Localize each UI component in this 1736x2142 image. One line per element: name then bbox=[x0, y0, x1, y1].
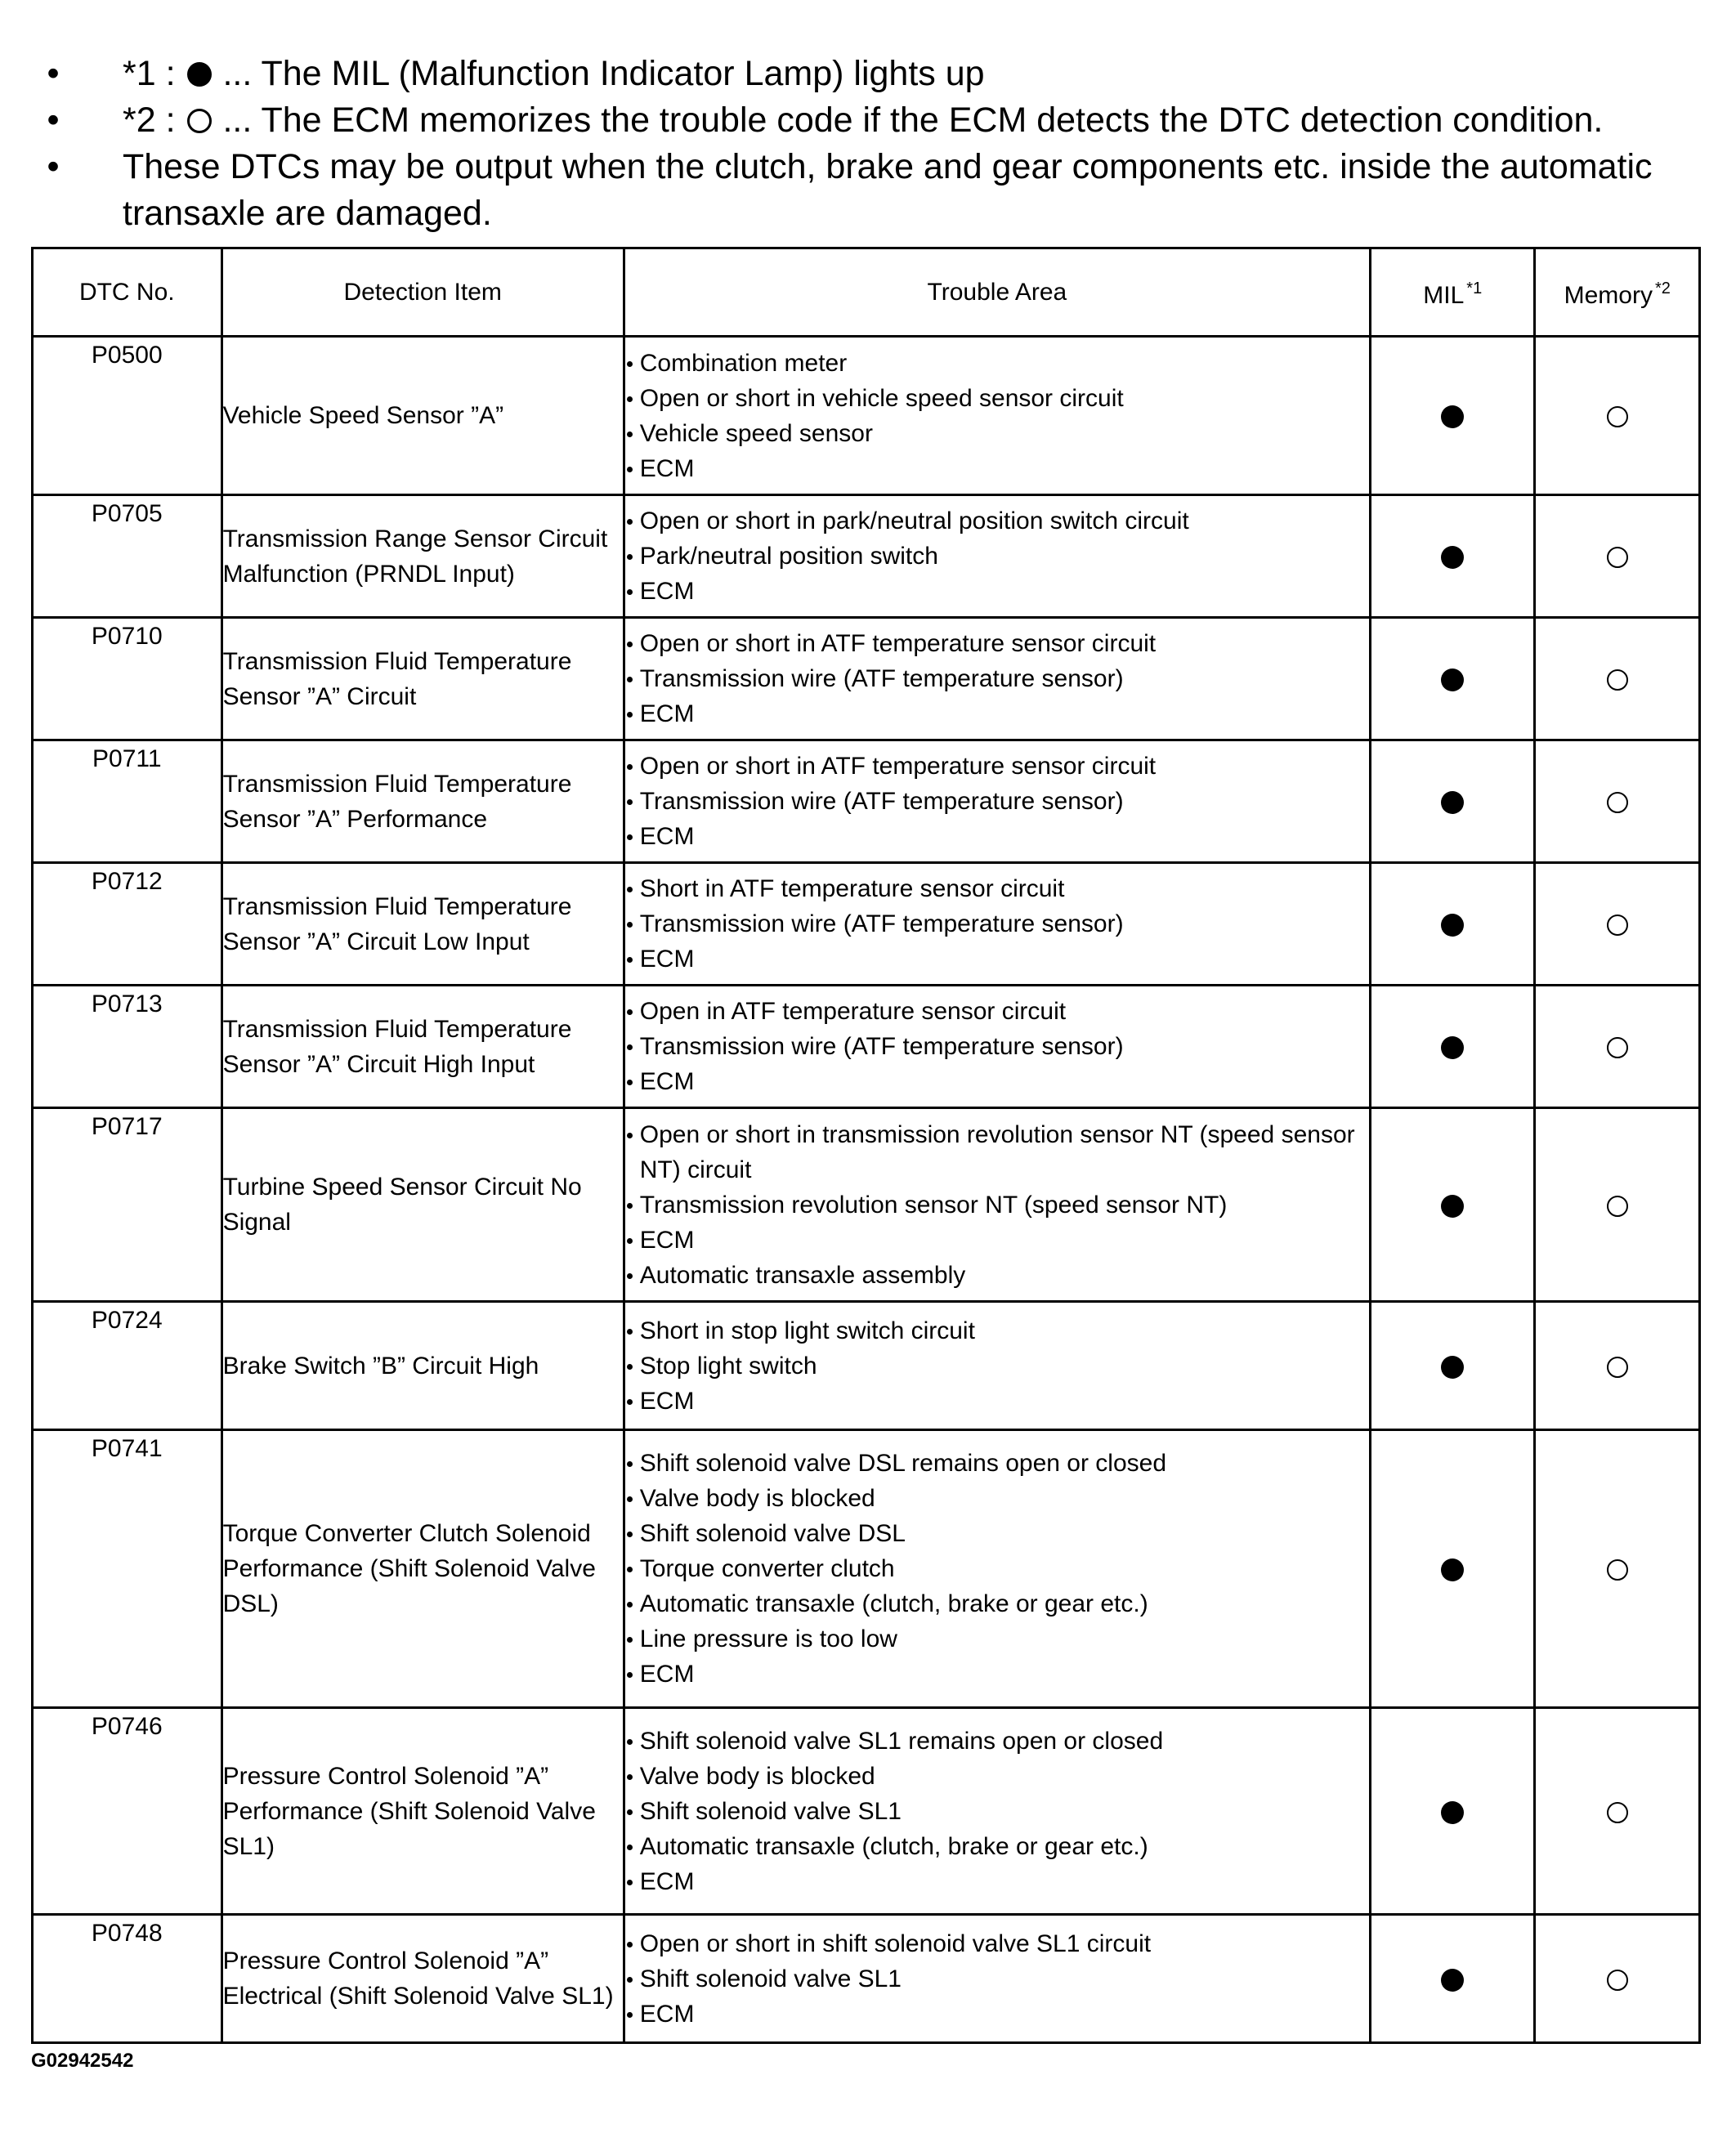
dtc-code: P0711 bbox=[33, 740, 222, 863]
notes-list bbox=[41, 51, 1708, 237]
open-circle-icon bbox=[1607, 1196, 1628, 1217]
detection-item: Turbine Speed Sensor Circuit No Signal bbox=[221, 1108, 624, 1302]
filled-circle-icon bbox=[1441, 1558, 1464, 1581]
trouble-area-item: ECM bbox=[625, 1064, 1369, 1099]
mil-cell bbox=[1371, 1430, 1535, 1708]
figure-id: G02942542 bbox=[31, 2050, 134, 2072]
mil-cell bbox=[1371, 740, 1535, 863]
memory-cell bbox=[1535, 986, 1700, 1108]
trouble-area bbox=[624, 337, 1370, 495]
trouble-area-list bbox=[625, 749, 1369, 854]
trouble-area bbox=[624, 1430, 1370, 1708]
open-circle-icon bbox=[1607, 1357, 1628, 1378]
note-text: These DTCs may be output when the clutch, brake and gear components etc. inside the automatic transaxle are damaged. bbox=[123, 147, 1653, 233]
table-row bbox=[33, 618, 1700, 740]
filled-circle-icon bbox=[1441, 1801, 1464, 1824]
table-row bbox=[33, 1108, 1700, 1302]
trouble-area-list bbox=[625, 626, 1369, 731]
memory-cell bbox=[1535, 1708, 1700, 1915]
trouble-area-item: Open or short in shift solenoid valve SL1 circuit bbox=[625, 1926, 1369, 1961]
detection-item: Transmission Fluid Temperature Sensor ”A” Circuit Low Input bbox=[221, 863, 624, 986]
filled-circle-icon bbox=[1441, 1356, 1464, 1379]
header-item-label: Detection Item bbox=[343, 279, 502, 306]
header-mil-label: MIL bbox=[1423, 282, 1465, 309]
header-row bbox=[33, 248, 1700, 337]
trouble-area-item: Stop light switch bbox=[625, 1348, 1369, 1384]
dtc-table bbox=[31, 247, 1701, 2044]
memory-cell bbox=[1535, 1430, 1700, 1708]
trouble-area-item: Transmission wire (ATF temperature sensor) bbox=[625, 784, 1369, 819]
trouble-area-item: Open or short in vehicle speed sensor circuit bbox=[625, 381, 1369, 416]
trouble-area bbox=[624, 1915, 1370, 2043]
open-circle-icon bbox=[1607, 669, 1628, 691]
mil-cell bbox=[1371, 1708, 1535, 1915]
trouble-area-item: Line pressure is too low bbox=[625, 1621, 1369, 1657]
mil-cell bbox=[1371, 986, 1535, 1108]
header-trouble-area bbox=[624, 248, 1370, 337]
trouble-area-item: Open or short in ATF temperature sensor circuit bbox=[625, 749, 1369, 784]
detection-item: Torque Converter Clutch Solenoid Performance (Shift Solenoid Valve DSL) bbox=[221, 1430, 624, 1708]
trouble-area-list bbox=[625, 1926, 1369, 2032]
trouble-area-item: Open or short in park/neutral position switch circuit bbox=[625, 503, 1369, 539]
trouble-area-item: Open in ATF temperature sensor circuit bbox=[625, 994, 1369, 1029]
table-row bbox=[33, 863, 1700, 986]
dtc-code: P0710 bbox=[33, 618, 222, 740]
filled-circle-icon bbox=[1441, 1969, 1464, 1992]
trouble-area-list bbox=[625, 346, 1369, 486]
trouble-area-item: Short in ATF temperature sensor circuit bbox=[625, 871, 1369, 906]
memory-cell bbox=[1535, 618, 1700, 740]
trouble-area-item: ECM bbox=[625, 1657, 1369, 1692]
dtc-code: P0746 bbox=[33, 1708, 222, 1915]
dtc-code: P0724 bbox=[33, 1302, 222, 1430]
table-row bbox=[33, 1915, 1700, 2043]
mil-cell bbox=[1371, 863, 1535, 986]
memory-cell bbox=[1535, 1108, 1700, 1302]
filled-circle-icon bbox=[1441, 791, 1464, 814]
trouble-area-item: Valve body is blocked bbox=[625, 1759, 1369, 1794]
detection-item: Vehicle Speed Sensor ”A” bbox=[221, 337, 624, 495]
trouble-area-item: ECM bbox=[625, 1384, 1369, 1419]
trouble-area-item: ECM bbox=[625, 574, 1369, 609]
trouble-area bbox=[624, 495, 1370, 618]
trouble-area bbox=[624, 1302, 1370, 1430]
trouble-area-item: ECM bbox=[625, 941, 1369, 977]
trouble-area-item: Park/neutral position switch bbox=[625, 539, 1369, 574]
filled-circle-icon bbox=[1441, 1195, 1464, 1218]
filled-circle-icon bbox=[1441, 914, 1464, 937]
trouble-area-item: Open or short in ATF temperature sensor circuit bbox=[625, 626, 1369, 661]
mil-cell bbox=[1371, 495, 1535, 618]
trouble-area-list bbox=[625, 1313, 1369, 1419]
trouble-area-item: Transmission wire (ATF temperature sensor) bbox=[625, 1029, 1369, 1064]
dtc-code: P0705 bbox=[33, 495, 222, 618]
detection-item: Pressure Control Solenoid ”A” Performance (Shift Solenoid Valve SL1) bbox=[221, 1708, 624, 1915]
detection-item: Transmission Range Sensor Circuit Malfunction (PRNDL Input) bbox=[221, 495, 624, 618]
header-dtc-no bbox=[33, 248, 222, 337]
open-circle-icon bbox=[1607, 406, 1628, 427]
dtc-code: P0741 bbox=[33, 1430, 222, 1708]
trouble-area-item: ECM bbox=[625, 451, 1369, 486]
trouble-area-list bbox=[625, 871, 1369, 977]
detection-item: Brake Switch ”B” Circuit High bbox=[221, 1302, 624, 1430]
trouble-area-item: Transmission wire (ATF temperature sensor) bbox=[625, 661, 1369, 696]
dtc-code: P0712 bbox=[33, 863, 222, 986]
note-prefix: *2 : bbox=[123, 101, 176, 140]
trouble-area-item: Transmission wire (ATF temperature sensor) bbox=[625, 906, 1369, 941]
mil-cell bbox=[1371, 337, 1535, 495]
open-circle-icon bbox=[187, 109, 212, 133]
table-row bbox=[33, 1430, 1700, 1708]
trouble-area bbox=[624, 1708, 1370, 1915]
trouble-area-item: Automatic transaxle assembly bbox=[625, 1258, 1369, 1293]
trouble-area-list bbox=[625, 1446, 1369, 1692]
trouble-area-item: Transmission revolution sensor NT (speed sensor NT) bbox=[625, 1187, 1369, 1223]
open-circle-icon bbox=[1607, 1802, 1628, 1823]
mil-cell bbox=[1371, 618, 1535, 740]
trouble-area-item: Torque converter clutch bbox=[625, 1551, 1369, 1586]
open-circle-icon bbox=[1607, 547, 1628, 568]
filled-circle-icon bbox=[187, 62, 212, 87]
open-circle-icon bbox=[1607, 1970, 1628, 1991]
trouble-area bbox=[624, 986, 1370, 1108]
note-damage bbox=[41, 144, 1708, 237]
header-detection-item bbox=[221, 248, 624, 337]
trouble-area-item: ECM bbox=[625, 1997, 1369, 2032]
trouble-area bbox=[624, 863, 1370, 986]
filled-circle-icon bbox=[1441, 669, 1464, 691]
table-row bbox=[33, 740, 1700, 863]
note-memory bbox=[41, 97, 1708, 144]
detection-item: Transmission Fluid Temperature Sensor ”A” Performance bbox=[221, 740, 624, 863]
filled-circle-icon bbox=[1441, 546, 1464, 569]
header-dtc-label: DTC No. bbox=[78, 279, 175, 306]
trouble-area-item: ECM bbox=[625, 819, 1369, 854]
memory-cell bbox=[1535, 495, 1700, 618]
trouble-area-item: Shift solenoid valve SL1 bbox=[625, 1961, 1369, 1997]
table-row bbox=[33, 337, 1700, 495]
note-mil bbox=[41, 51, 1708, 97]
trouble-area-item: Open or short in transmission revolution sensor NT (speed sensor NT) circuit bbox=[625, 1117, 1369, 1187]
header-area-label: Trouble Area bbox=[927, 279, 1067, 306]
trouble-area bbox=[624, 618, 1370, 740]
note-prefix: *1 : bbox=[123, 54, 176, 93]
trouble-area-item: Valve body is blocked bbox=[625, 1481, 1369, 1516]
trouble-area-item: Automatic transaxle (clutch, brake or gear etc.) bbox=[625, 1829, 1369, 1864]
header-memory-ref: *2 bbox=[1654, 279, 1671, 297]
trouble-area-item: Short in stop light switch circuit bbox=[625, 1313, 1369, 1348]
detection-item: Transmission Fluid Temperature Sensor ”A” Circuit High Input bbox=[221, 986, 624, 1108]
memory-cell bbox=[1535, 1915, 1700, 2043]
header-memory-label: Memory bbox=[1564, 282, 1653, 309]
trouble-area-item: ECM bbox=[625, 1223, 1369, 1258]
dtc-code: P0748 bbox=[33, 1915, 222, 2043]
open-circle-icon bbox=[1607, 792, 1628, 813]
mil-cell bbox=[1371, 1915, 1535, 2043]
memory-cell bbox=[1535, 740, 1700, 863]
open-circle-icon bbox=[1607, 1559, 1628, 1581]
trouble-area-item: Shift solenoid valve SL1 remains open or closed bbox=[625, 1724, 1369, 1759]
dtc-code: P0717 bbox=[33, 1108, 222, 1302]
memory-cell bbox=[1535, 863, 1700, 986]
trouble-area bbox=[624, 1108, 1370, 1302]
header-mil-ref: *1 bbox=[1466, 279, 1483, 297]
table-row bbox=[33, 986, 1700, 1108]
trouble-area-list bbox=[625, 994, 1369, 1099]
trouble-area-item: Automatic transaxle (clutch, brake or gear etc.) bbox=[625, 1586, 1369, 1621]
header-mil bbox=[1371, 248, 1535, 337]
trouble-area bbox=[624, 740, 1370, 863]
trouble-area-item: Shift solenoid valve DSL bbox=[625, 1516, 1369, 1551]
trouble-area-list bbox=[625, 503, 1369, 609]
bullet: • bbox=[47, 101, 60, 140]
filled-circle-icon bbox=[1441, 1036, 1464, 1059]
detection-item: Pressure Control Solenoid ”A” Electrical (Shift Solenoid Valve SL1) bbox=[221, 1915, 624, 2043]
trouble-area-item: Shift solenoid valve SL1 bbox=[625, 1794, 1369, 1829]
note-text: ... The ECM memorizes the trouble code if the ECM detects the DTC detection condition. bbox=[222, 101, 1604, 140]
trouble-area-list bbox=[625, 1117, 1369, 1293]
memory-cell bbox=[1535, 1302, 1700, 1430]
trouble-area-item: Combination meter bbox=[625, 346, 1369, 381]
table-row bbox=[33, 1302, 1700, 1430]
header-memory bbox=[1535, 248, 1700, 337]
table-row bbox=[33, 495, 1700, 618]
detection-item: Transmission Fluid Temperature Sensor ”A” Circuit bbox=[221, 618, 624, 740]
bullet: • bbox=[47, 147, 60, 186]
trouble-area-list bbox=[625, 1724, 1369, 1899]
bullet: • bbox=[47, 54, 60, 93]
memory-cell bbox=[1535, 337, 1700, 495]
table-row bbox=[33, 1708, 1700, 1915]
filled-circle-icon bbox=[1441, 405, 1464, 428]
mil-cell bbox=[1371, 1302, 1535, 1430]
note-text: ... The MIL (Malfunction Indicator Lamp) lights up bbox=[222, 54, 985, 93]
trouble-area-item: ECM bbox=[625, 696, 1369, 731]
open-circle-icon bbox=[1607, 1037, 1628, 1058]
dtc-code: P0713 bbox=[33, 986, 222, 1108]
dtc-table-body bbox=[33, 337, 1700, 2043]
dtc-code: P0500 bbox=[33, 337, 222, 495]
trouble-area-item: Shift solenoid valve DSL remains open or closed bbox=[625, 1446, 1369, 1481]
open-circle-icon bbox=[1607, 914, 1628, 936]
trouble-area-item: ECM bbox=[625, 1864, 1369, 1899]
mil-cell bbox=[1371, 1108, 1535, 1302]
trouble-area-item: Vehicle speed sensor bbox=[625, 416, 1369, 451]
